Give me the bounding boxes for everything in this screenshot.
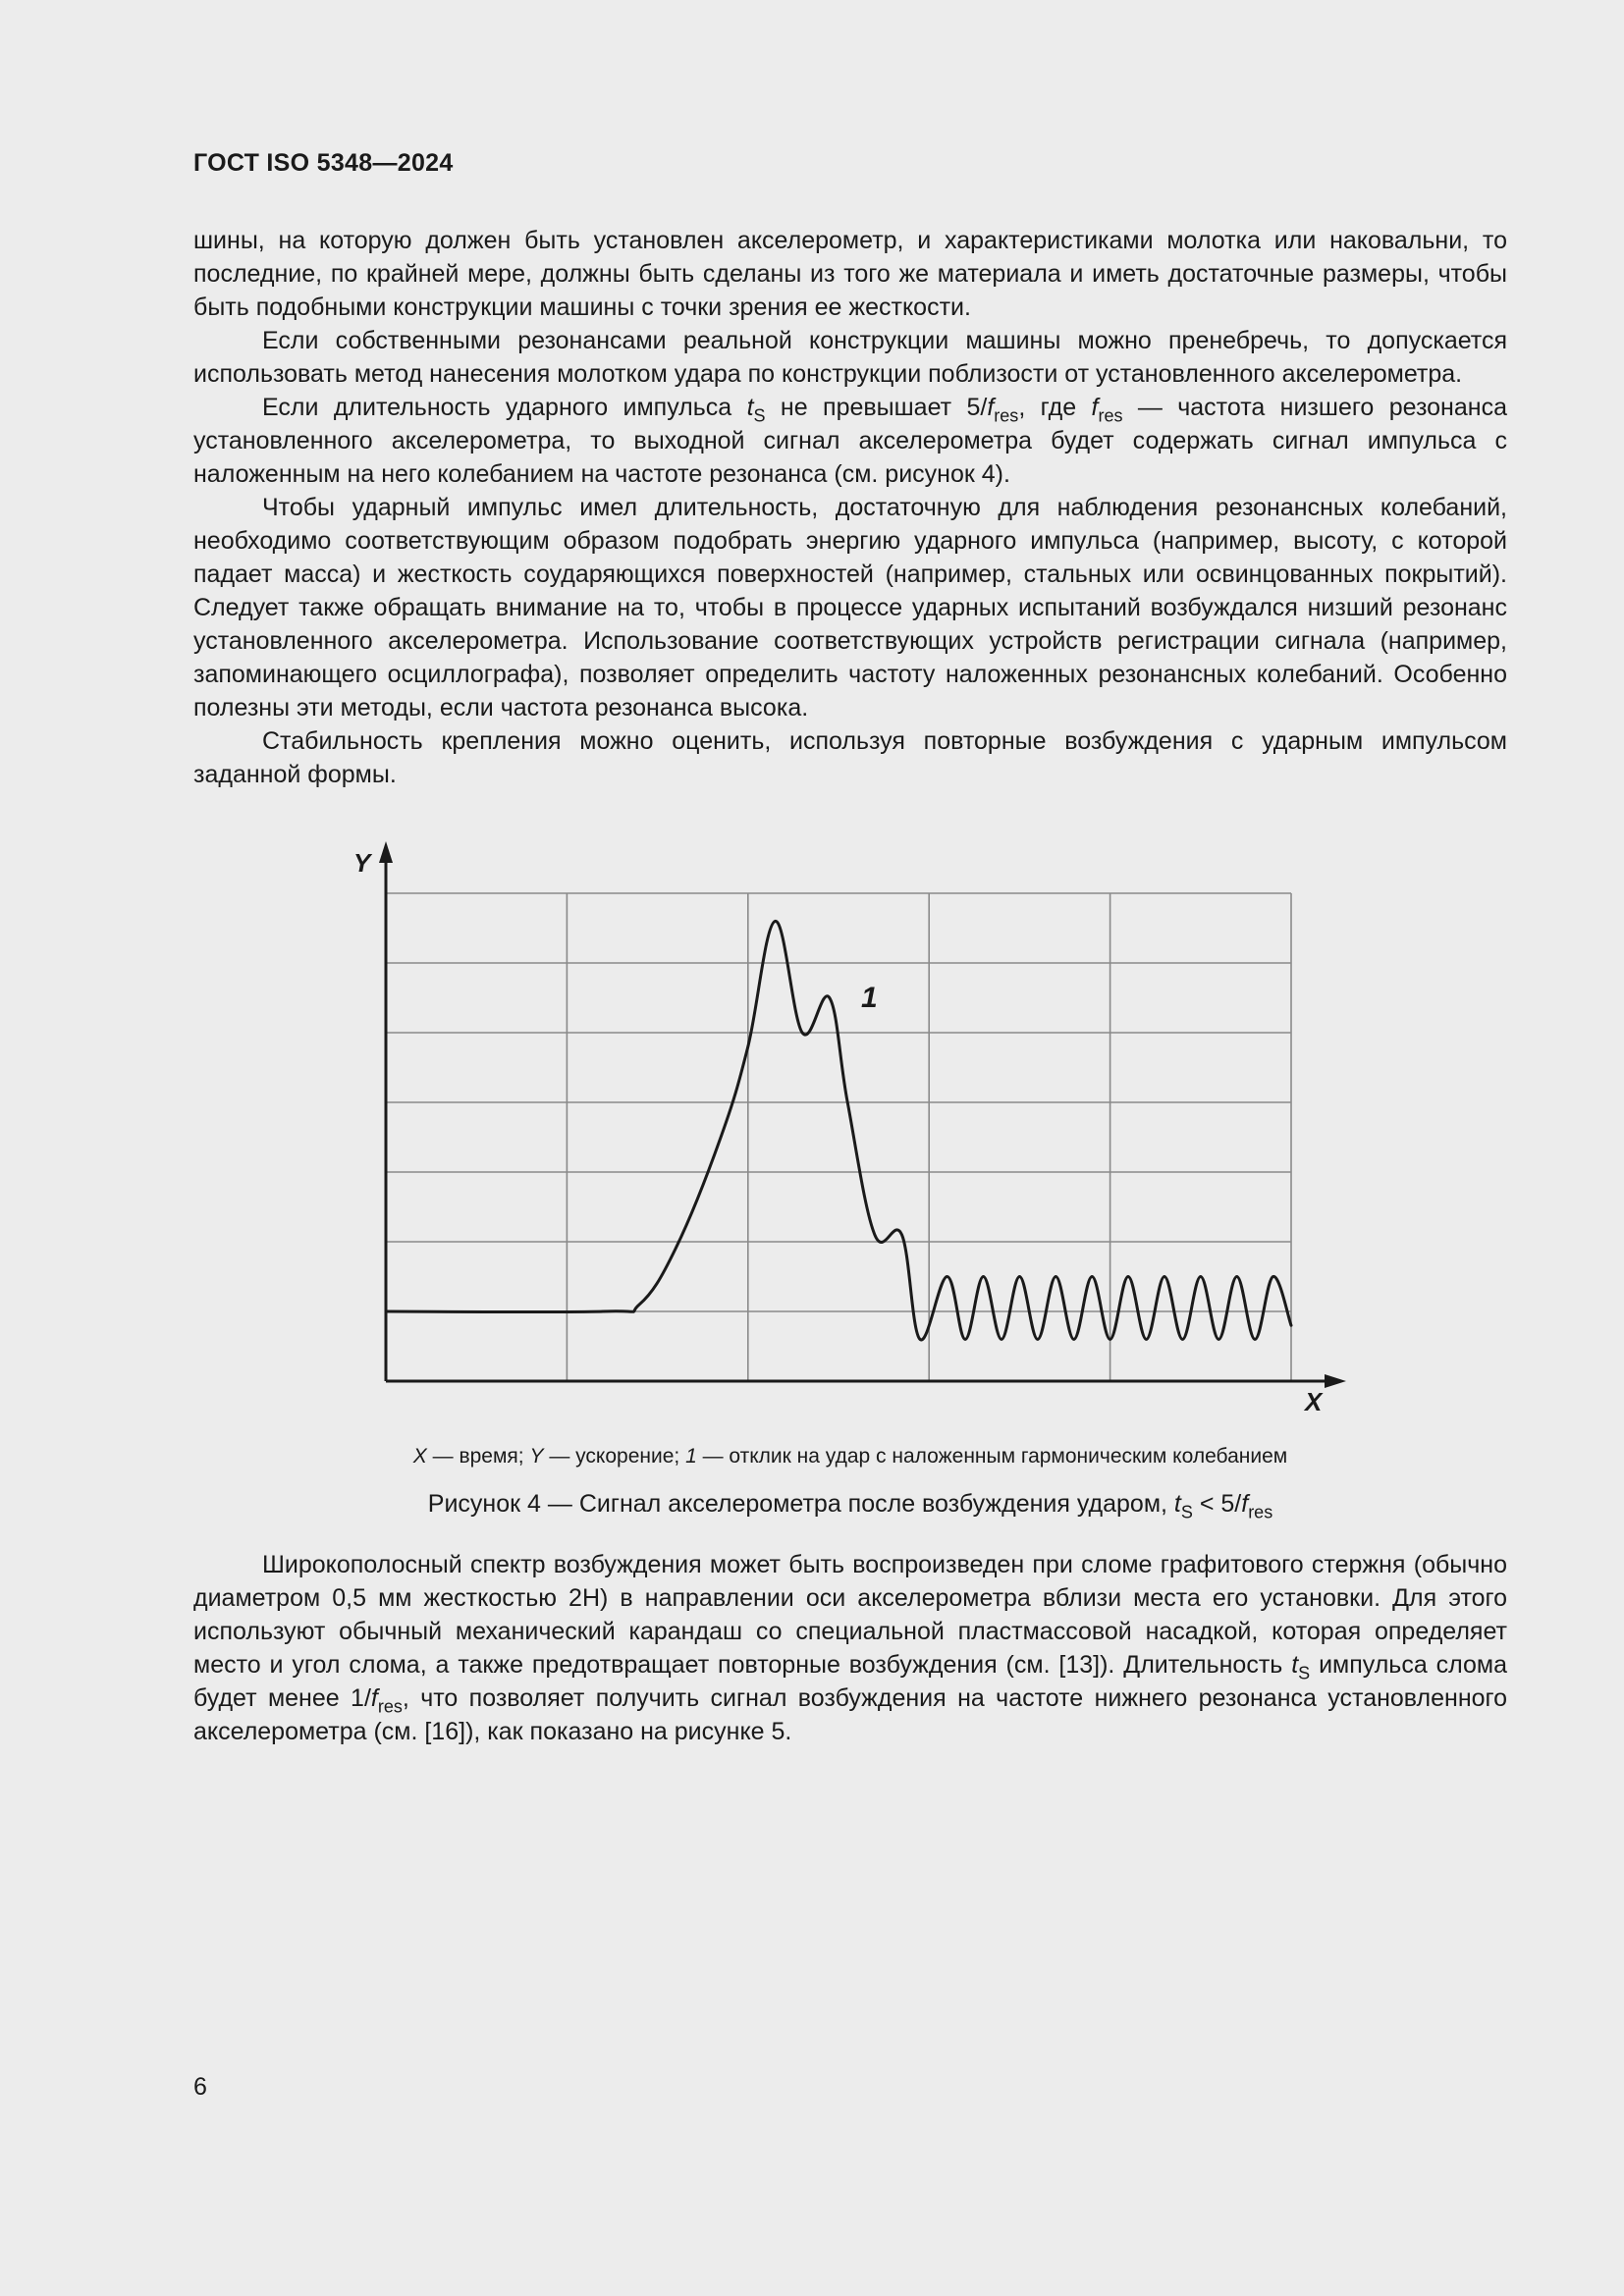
body-text-bottom: [193, 1548, 1507, 1748]
body-text-top: [193, 224, 1507, 791]
figure-4-chart: [349, 839, 1350, 1423]
x-axis-arrow: [1325, 1374, 1346, 1388]
chart-axes: [379, 841, 1346, 1388]
x-axis-label: X: [1305, 1387, 1323, 1416]
figure-caption: Рисунок 4 — Сигнал акселерометра после возбуждения ударом, $t_S < 5/f_{res}$: [427, 1490, 1273, 1522]
chart-svg: [349, 839, 1350, 1423]
t-symbol: t: [746, 394, 754, 421]
y-axis-label: Y: [353, 848, 371, 878]
paragraph-3: Если длительность ударного импульса $t_S$ не превышает $5/f_{res}$, где $f_{res}$ — частота низшего резонанса установленного акселерометра, то выходной сигнал акселерометра будет содержать сигнал импульса с наложенным на него колебанием на частоте резонанса (см. рисунок 4).: [193, 394, 1507, 488]
chart-series-line-1: [386, 921, 1291, 1340]
paragraph-1: шины, на которую должен быть установлен акселерометр, и характеристиками молотка или наковальни, то последние, по крайней мере, должны быть сделаны из того же материала и иметь достаточные размеры, чтобы быть подобными конструкции машины с точки зрения ее жесткости.: [193, 227, 1507, 321]
y-axis-arrow: [379, 841, 393, 863]
curve-label-1: 1: [861, 982, 878, 1014]
paragraph-5: Стабильность крепления можно оценить, используя повторные возбуждения с ударным импульсом заданной формы.: [193, 727, 1507, 788]
f-symbol: f: [1091, 394, 1099, 421]
paragraph-6: Широкополосный спектр возбуждения может быть воспроизведен при сломе графитового стержня (обычно диаметром 0,5 мм жесткостью 2Н) в направлении оси акселерометра вблизи места его установки. Для этого используют обычный механический карандаш со специальной пластмассовой насадкой, которая определяет место и угол слома, а также предотвращает повторные возбуждения (см. [13]). Длительность $t_S$ импульса слома будет менее $1/f_{res}$, что позволяет получить сигнал возбуждения на частоте нижнего резонанса установленного акселерометра (см. [16]), как показано на рисунке 5.: [193, 1551, 1508, 1745]
figure-legend: X — время; Y — ускорение; 1 — отклик на удар с наложенным гармоническим колебанием: [412, 1445, 1288, 1468]
page-number: 6: [193, 2073, 207, 2101]
t-symbol: t: [1291, 1651, 1299, 1679]
f-symbol: f: [987, 394, 995, 421]
paragraph-4: Чтобы ударный импульс имел длительность, достаточную для наблюдения резонансных колебаний, необходимо соответствующим образом подобрать энергию ударного импульса (например, высоту, с которой падает масса) и жесткость соударяющихся поверхностей (например, стальных или освинцованных покрытий). Следует также обращать внимание на то, чтобы в процессе ударных испытаний возбуждался низший резонанс установленного акселерометра. Использование соответствующих устройств регистрации сигнала (например, запоминающего осциллографа), позволяет определить частоту наложенных резонансных колебаний. Особенно полезны эти методы, если частота резонанса высока.: [193, 494, 1507, 721]
paragraph-2: Если собственными резонансами реальной конструкции машины можно пренебречь, то допускается использовать метод нанесения молотком удара по конструкции поблизости от установленного акселерометра.: [193, 327, 1507, 388]
document-header: ГОСТ ISO 5348—2024: [193, 149, 454, 177]
f-symbol: f: [370, 1684, 378, 1712]
